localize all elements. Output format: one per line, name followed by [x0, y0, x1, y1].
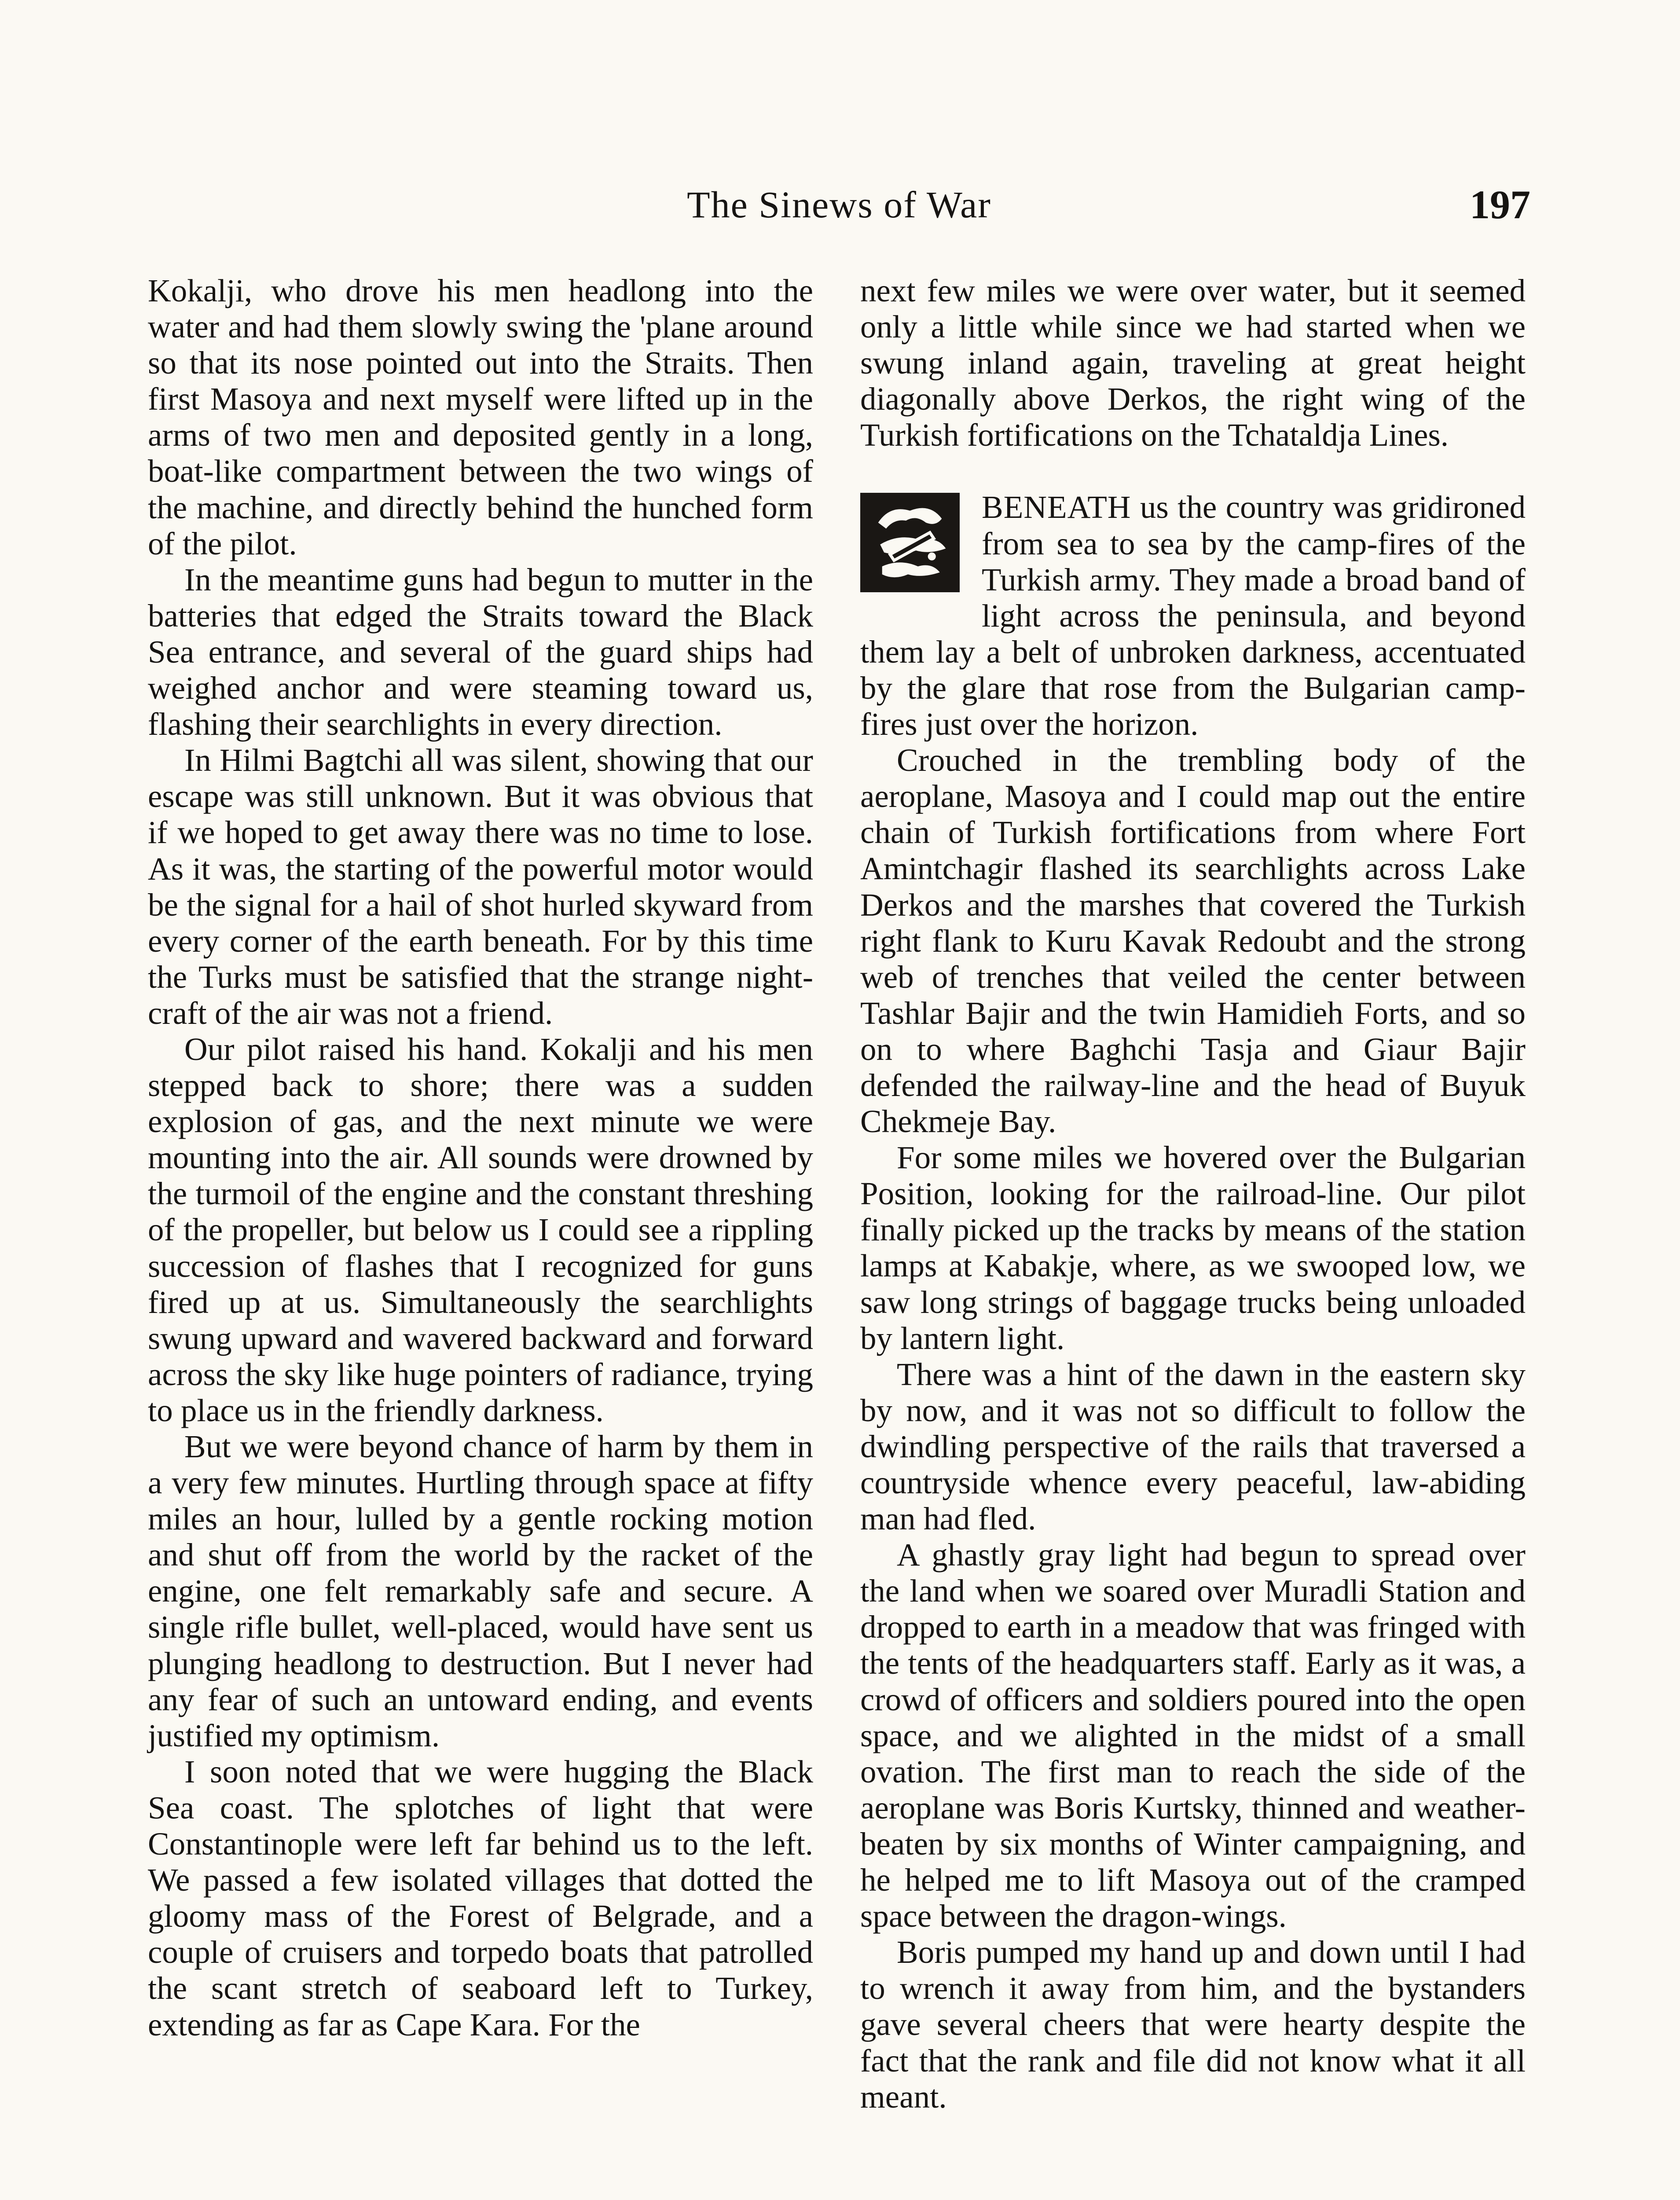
left-column — [148, 273, 813, 2043]
dropcap-paragraph — [860, 489, 1526, 742]
paragraph: Kokalji, who drove his men headlong into the water and had them slowly swing the 'plane around so that its nose pointed out into the Straits. Then first Masoya and next myself were lifted up in the arms of two men and deposited gently in a long, boat-like compartment between the two wings of the machine, and directly behind the hunched form of the pilot. — [148, 273, 813, 561]
paragraph: There was a hint of the dawn in the eastern sky by now, and it was not so difficult to follow the dwindling perspective of the rails that traversed a countryside whence every peaceful, law-abiding man had fled. — [860, 1356, 1526, 1537]
paragraph: I soon noted that we were hugging the Black Sea coast. The splotches of light that were Constantinople were left far behind us to the left. We passed a few isolated villages that dotted the gloomy mass of the Forest of Belgrade, and a couple of cruisers and torpedo boats that patrolled the scant stretch of seaboard left to Turkey, extending as far as Cape Kara. For the — [148, 1753, 813, 2042]
paragraph: In the meantime guns had begun to mutter in the batteries that edged the Straits toward the Black Sea entrance, and several of the guard ships had weighed anchor and were steaming toward us, flashing their searchlights in every direction. — [148, 561, 813, 742]
paragraph: A ghastly gray light had begun to spread over the land when we soared over Muradli Station and dropped to earth in a meadow that was fringed with the tents of the headquarters staff. Early as it was, a crowd of officers and soldiers poured into the open space, and we alighted in the midst of a small ovation. The first man to reach the side of the aeroplane was Boris Kurtsky, thinned and weather-beaten by six months of Winter campaigning, and he helped me to lift Masoya out of the cramped space between the dragon-wings. — [860, 1537, 1526, 1934]
paragraph: Crouched in the trembling body of the aeroplane, Masoya and I could map out the entire chain of Turkish fortifications from where Fort Amintchagir flashed its searchlights across Lake Derkos and the marshes that covered the Turkish right flank to Kuru Kavak Redoubt and the strong web of trenches that veiled the center between Tashlar Bajir and the twin Hamidieh Forts, and so on to where Baghchi Tasja and Giaur Bajir defended the railway-line and the head of Buyuk Chekmeje Bay. — [860, 742, 1526, 1140]
paragraph: Our pilot raised his hand. Kokalji and his men stepped back to shore; there was a sudden explosion of gas, and the next minute we were mounting into the air. All sounds were drowned by the turmoil of the engine and the constant threshing of the propeller, but below us I could see a rippling succession of flashes that I recognized for guns fired up at us. Simultaneously the searchlights swung upward and wavered backward and forward across the sky like huge pointers of radiance, trying to place us in the friendly darkness. — [148, 1031, 813, 1428]
paragraph: But we were beyond chance of harm by them in a very few minutes. Hurtling through space at fifty miles an hour, lulled by a gentle rocking motion and shut off from the world by the racket of the engine, one felt remarkably safe and secure. A single rifle bullet, well-placed, would have sent us plunging headlong to destruction. But I never had any fear of such an untoward ending, and events justified my optimism. — [148, 1429, 813, 1753]
running-title: The Sinews of War — [687, 183, 991, 226]
paragraph: For some miles we hovered over the Bulgarian Position, looking for the railroad-line. Our pilot finally picked up the tracks by means of the station lamps at Kabakje, where, as we swooped low, we saw long strings of baggage trucks being unloaded by lantern light. — [860, 1140, 1526, 1356]
paragraph-continuation: next few miles we were over water, but it seemed only a little while since we had started when we swung inland again, traveling at great height diagonally above Derkos, the right wing of the Turkish fortifications on the Tchataldja Lines. — [860, 273, 1526, 453]
right-column — [860, 273, 1526, 2115]
paragraph: In Hilmi Bagtchi all was silent, showing that our escape was still unknown. But it was obvious that if we hoped to get away there was no time to lose. As it was, the starting of the powerful motor would be the signal for a hail of shot hurled skyward from every corner of the earth beneath. For by this time the Turks must be satisfied that the strange night-craft of the air was not a friend. — [148, 742, 813, 1031]
dropcap-paragraph-text: us the country was gridironed from sea to sea by the camp-fires of the Turkish army. They made a broad band of light across the peninsula, and beyond them lay a belt of unbroken darkness, accentuated by the glare that rose from the Bulgarian camp-fires just over the horizon. — [860, 489, 1526, 742]
ornamental-initial-icon — [860, 493, 968, 601]
page-header — [148, 178, 1530, 231]
dropcap-lead-word: BENEATH — [982, 489, 1131, 525]
paragraph: Boris pumped my hand up and down until I had to wrench it away from him, and the bystanders gave several cheers that were hearty despite the fact that the rank and file did not know what it all meant. — [860, 1934, 1526, 2115]
page-number: 197 — [1470, 182, 1530, 227]
